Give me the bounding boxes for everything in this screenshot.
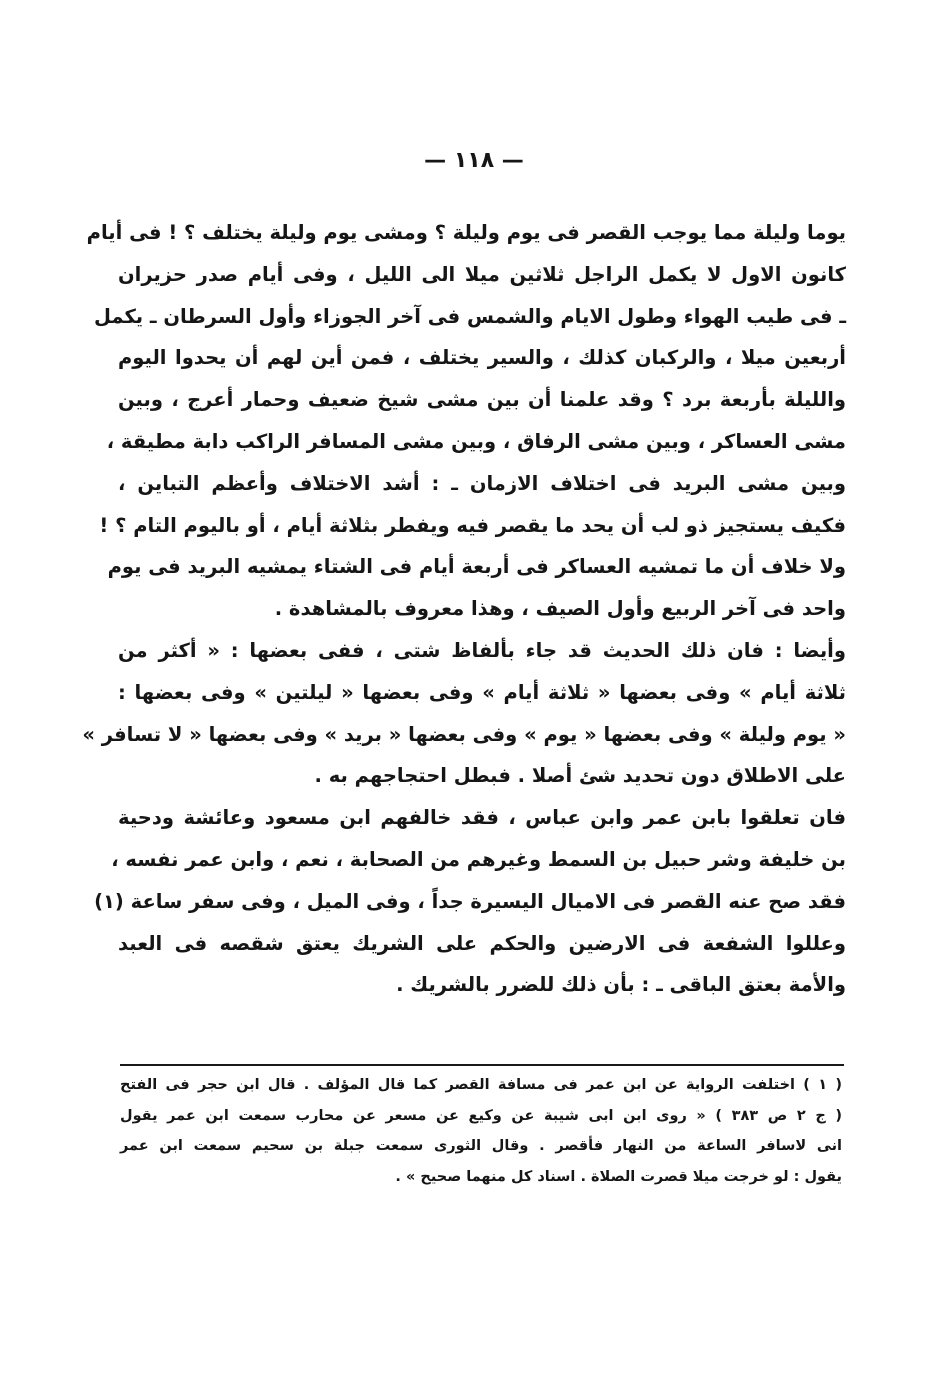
text-line: فان تعلقوا بابن عمر وابن عباس ، فقد خالفهم ابن مسعود وعائشة ودحية <box>118 806 846 830</box>
text-line: فكيف يستجيز ذو لب أن يحد ما يقصر فيه ويفطر بثلاثة أيام ، أو باليوم التام ؟ ! <box>99 513 846 537</box>
text-line: فقد صح عنه القصر فى الاميال اليسيرة جداً ، وفى الميل ، وفى سفر ساعة (١) <box>94 889 846 913</box>
text-line: والأمة بعتق الباقى ـ : بأن ذلك للضرر بالشريك . <box>396 973 846 997</box>
text-line: أربعين ميلا ، والركبان كذلك ، والسير يختلف ، فمن أين لهم أن يحدوا اليوم <box>118 346 846 370</box>
text-line: وبين مشى البريد فى اختلاف الازمان ـ : أشد الاختلاف وأعظم التباين ، <box>118 471 846 495</box>
text-line: على الاطلاق دون تحديد شئ أصلا . فبطل احتجاجهم به . <box>314 764 846 788</box>
text-line: وعللوا الشفعة فى الارضين والحكم على الشريك يعتق شقصه فى العبد <box>118 931 846 955</box>
text-line: والليلة بأربعة برد ؟ وقد علمنا أن بين مشى شيخ ضعيف وحمار أعرج ، وبين <box>118 388 846 412</box>
footnote-line: ( ١ ) اختلفت الرواية عن ابن عمر فى مسافة القصر كما قال المؤلف . قال ابن حجر فى الفتح <box>120 1077 842 1093</box>
text-line: وأيضا : فان ذلك الحديث قد جاء بألفاظ شتى ، ففى بعضها : « أكثر من <box>118 638 846 662</box>
footnote-divider <box>120 1064 844 1066</box>
text-line: ـ فى طيب الهواء وطول الايام والشمس فى آخر الجوزاء وأول السرطان ـ يكمل <box>93 304 846 328</box>
footnote-line: ( ج ٢ ص ٣٨٣ ) « روى ابن ابى شيبة عن وكيع عن مسعر عن محارب سمعت ابن عمر يقول <box>120 1107 842 1124</box>
text-line: مشى العساكر ، وبين مشى الرفاق ، وبين مشى المسافر الراكب دابة مطيقة ، <box>106 429 846 453</box>
footnote-line: انى لاسافر الساعة من النهار فأقصر . وقال الثورى سمعت جبلة بن سحيم سمعت ابن عمر <box>120 1138 842 1154</box>
footnote-line: يقول : لو خرجت ميلا قصرت الصلاة . اسناد كل منهما صحيح » . <box>395 1168 842 1185</box>
text-line: « يوم وليلة » وفى بعضها « يوم » وفى بعضها « بريد » وفى بعضها « لا تسافر » <box>82 722 846 746</box>
text-line: يوما وليلة مما يوجب القصر فى يوم وليلة ؟ ومشى يوم وليلة يختلف ؟ ! فى أيام <box>86 221 846 244</box>
main-text <box>82 212 846 1006</box>
page-number: — ١١٨ — <box>424 148 524 173</box>
text-line: كانون الاول لا يكمل الراجل ثلاثين ميلا الى الليل ، وفى أيام صدر حزيران <box>118 262 846 286</box>
footnote <box>120 1070 842 1192</box>
text-line: واحد فى آخر الربيع وأول الصيف ، وهذا معروف بالمشاهدة . <box>274 597 846 621</box>
text-line: ولا خلاف أن ما تمشيه العساكر فى أربعة أيام فى الشتاء يمشيه البريد فى يوم <box>107 555 846 579</box>
text-line: ثلاثة أيام » وفى بعضها « ثلاثة أيام » وفى بعضها « ليلتين » وفى بعضها : <box>118 680 846 704</box>
text-line: بن خليفة وشر حبيل بن السمط وغيرهم من الصحابة ، نعم ، وابن عمر نفسه ، <box>111 847 846 871</box>
